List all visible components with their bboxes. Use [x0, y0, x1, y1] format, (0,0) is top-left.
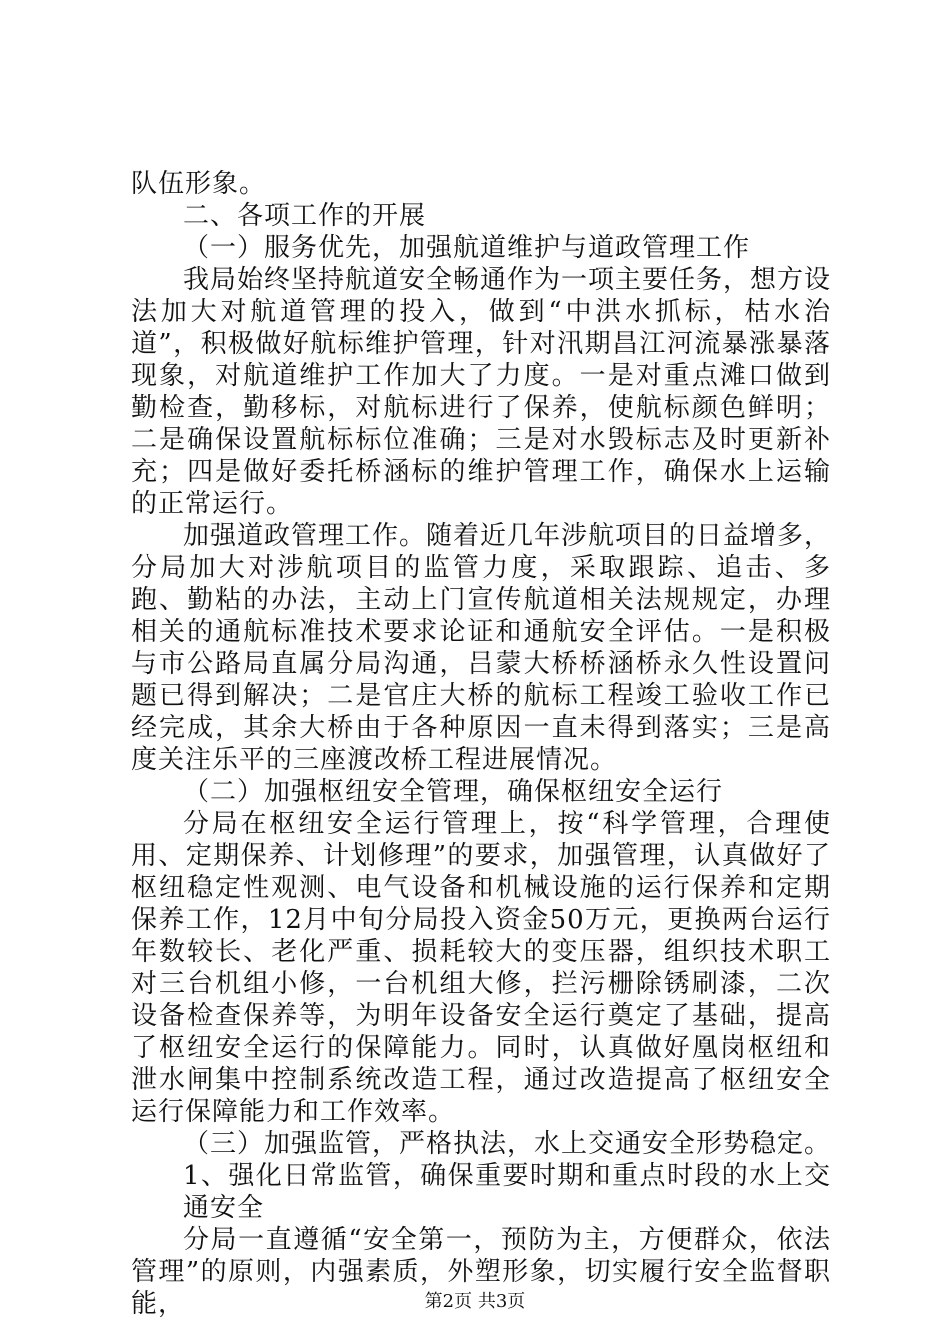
document-body — [131, 168, 831, 1320]
paragraph-hub-safety: 分局在枢纽安全运行管理上，按“科学管理，合理使用、定期保养、计划修理”的要求，加强管理，认真做好了枢纽稳定性观测、电气设备和机械设施的运行保养和定期保养工作，12月中旬分局投入资金50万元，更换两台运行年数较长、老化严重、损耗较大的变压器，组织技术职工对三台机组小修，一台机组大修，拦污栅除锈刷漆，二次设备检查保养等，为明年设备安全运行奠定了基础，提高了枢纽安全运行的保障能力。同时，认真做好凰岗枢纽和泄水闸集中控制系统改造工程，通过改造提高了枢纽安全运行保障能力和工作效率。 — [131, 809, 831, 1127]
section-heading: 二、各项工作的开展 — [183, 201, 427, 231]
paragraph-channel-administration: 加强道政管理工作。随着近几年涉航项目的日益增多，分局加大对涉航项目的监管力度，采取跟踪、追击、多跑、勤粘的办法，主动上门宣传航道相关法规规定，办理相关的通航标准技术要求论证和通航安全评估。一是积极与市公路局直属分局沟通，吕蒙大桥桥涵桥永久性设置问题已得到解决；二是官庄大桥的航标工程竣工验收工作已经完成，其余大桥由于各种原因一直未得到落实；三是高度关注乐平的三座渡改桥工程进展情况。 — [131, 521, 832, 775]
subsection-heading-3: （三）加强监管，严格执法，水上交通安全形势稳定。 — [183, 1129, 832, 1159]
page-number-footer: 第2页 共3页 — [424, 1291, 526, 1312]
paragraph-channel-maintenance: 我局始终坚持航道安全畅通作为一项主要任务，想方设法加大对航道管理的投入，做到“中洪水抓标，枯水治道”，积极做好航标维护管理，针对汛期昌江河流暴涨暴落现象，对航道维护工作加大了力度。一是对重点滩口做到勤检查，勤移标，对航标进行了保养，使航标颜色鲜明；二是确保设置航标标位准确；三是对水毁标志及时更新补充；四是做好委托桥涵标的维护管理工作，确保水上运输的正常运行。 — [131, 265, 832, 519]
paragraph-supervision: 分局一直遵循“安全第一，预防为主，方便群众，依法管理”的原则，内强素质，外塑形象，切实履行安全监督职能， — [131, 1225, 831, 1319]
paragraph-continuation: 队伍形象。 — [131, 169, 267, 199]
numbered-heading-1: 1、强化日常监管，确保重要时期和重点时段的水上交通安全 — [183, 1161, 831, 1223]
subsection-heading-2: （二）加强枢纽安全管理，确保枢纽安全运行 — [183, 777, 724, 807]
subsection-heading-1: （一）服务优先，加强航道维护与道政管理工作 — [183, 233, 751, 263]
